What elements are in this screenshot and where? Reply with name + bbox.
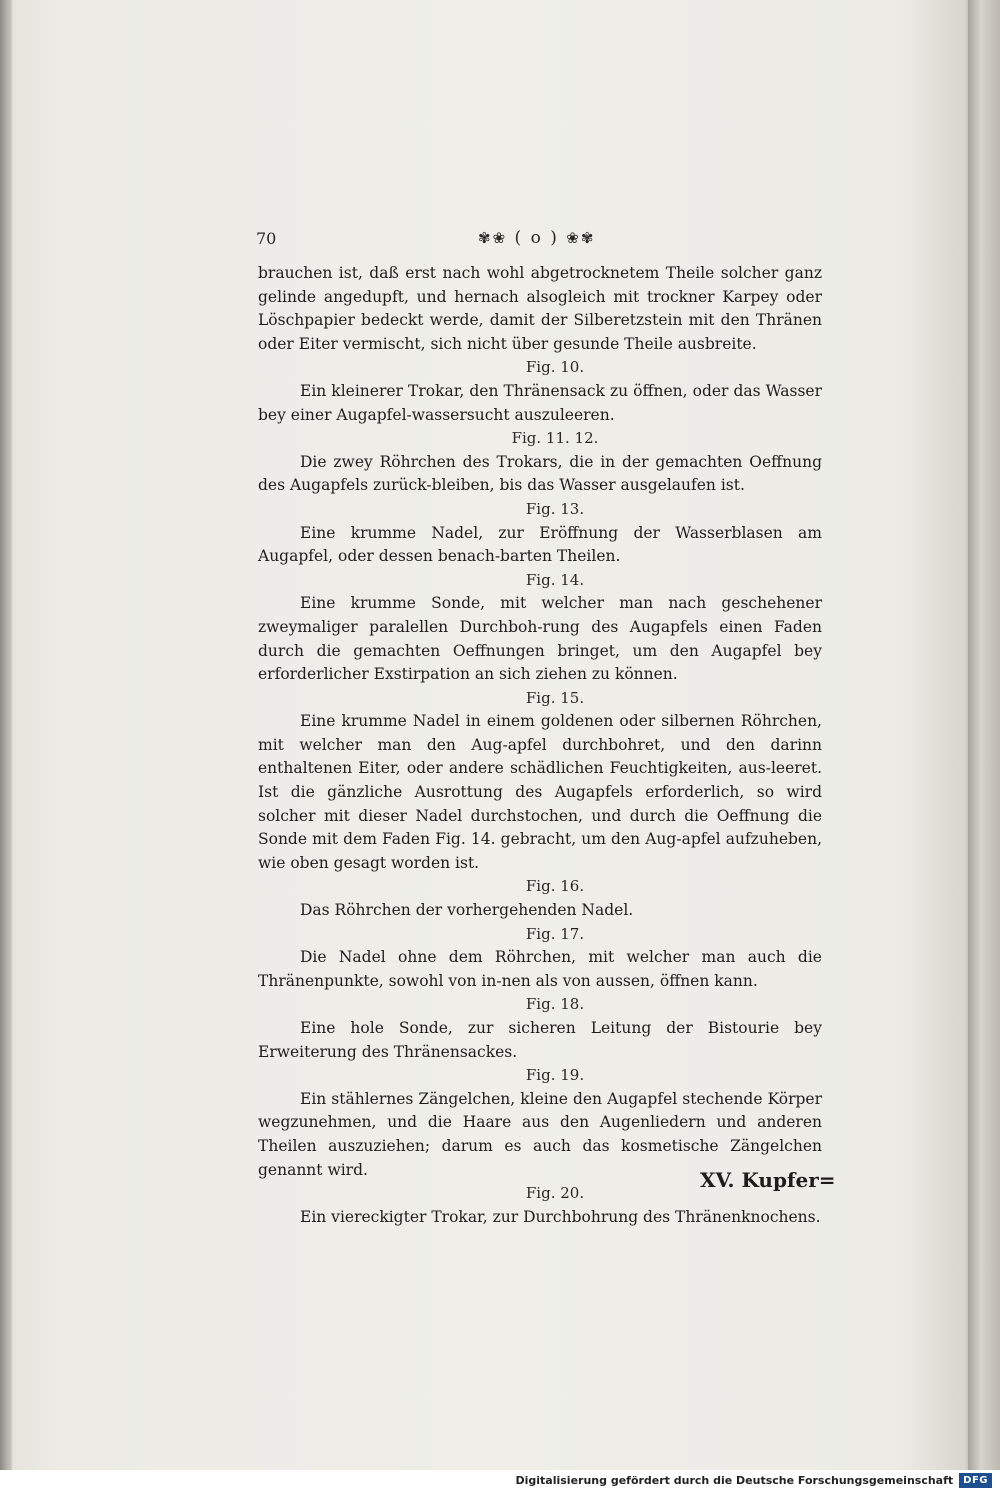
figure-text-11-12: Die zwey Röhrchen des Trokars, die in der gemachten Oeffnung des Augapfels zurück-bleiben, bis das Wasser ausgelaufen ist. — [258, 452, 822, 495]
figure-text-17: Die Nadel ohne dem Röhrchen, mit welcher man auch die Thränenpunkte, sowohl von in-nen als von aussen, öffnen kann. — [258, 948, 822, 990]
page-number: 70 — [256, 229, 277, 248]
catchword: XV. Kupfer= — [700, 1168, 836, 1192]
figure-label-14: Fig. 14. — [525, 570, 585, 589]
figure-text-18: Eine hole Sonde, zur sicheren Leitung der Bistourie bey Erweiterung des Thränensackes. — [258, 1019, 822, 1061]
ornament-left-icon: ✾❀ — [478, 229, 508, 247]
figure-text-16: Das Röhrchen der vorhergehenden Nadel. — [300, 901, 634, 920]
page-edge — [968, 0, 1000, 1470]
figure-text-20: Ein viereckigter Trokar, zur Durchbohrung des Thränenknochens. — [300, 1207, 821, 1226]
figure-text-14: Eine krumme Sonde, mit welcher man nach geschehener zweymaliger paralellen Durchboh-rung des Augapfels einen Faden durch die gemachten Oeffnungen bringet, um den Augapfel bey erforderlicher Exstirpation an sich ziehen zu können. — [258, 594, 822, 684]
figure-text-13: Eine krumme Nadel, zur Eröffnung der Wasserblasen am Augapfel, oder dessen benach-barten Theilen. — [258, 523, 822, 566]
body-text — [258, 262, 822, 1229]
figure-label-19: Fig. 19. — [525, 1066, 585, 1085]
figure-label-15: Fig. 15. — [525, 688, 585, 707]
dfg-logo-icon: DFG — [959, 1473, 992, 1488]
ornament-right-icon: ❀✾ — [566, 229, 596, 247]
figure-text-10: Ein kleinerer Trokar, den Thränensack zu öffnen, oder das Wasser bey einer Augapfel-wassersucht auszuleeren. — [258, 381, 822, 424]
header-mark: ( o ) — [514, 228, 559, 248]
figure-label-13: Fig. 13. — [525, 499, 585, 518]
figure-label-17: Fig. 17. — [525, 924, 585, 943]
figure-label-10: Fig. 10. — [525, 358, 585, 377]
binding-shadow — [0, 0, 12, 1470]
figure-text-15: Eine krumme Nadel in einem goldenen oder silbernen Röhrchen, mit welcher man den Aug-apfel durchbohret, und den darinn enthaltenen Eiter, oder andere schädlichen Feuchtigkeiten, aus-leeret. Ist die gänzliche Ausrottung des Augapfels erforderlich, so wird solcher mit dieser Nadel durchstochen, und durch die Oeffnung die Sonde mit dem Faden Fig. 14. gebracht, um den Aug-apfel aufzuheben, wie oben gesagt worden ist. — [258, 712, 822, 872]
intro-paragraph: brauchen ist, daß erst nach wohl abgetrocknetem Theile solcher ganz gelinde angedupft, und hernach alsogleich mit trockner Karpey oder Löschpapier bedeckt werde, damit der Silberetzstein mit den Thränen oder Eiter vermischt, sich nicht über gesunde Theile ausbreite. — [258, 264, 822, 353]
figure-label-16: Fig. 16. — [525, 877, 585, 896]
funding-credit: Digitalisierung gefördert durch die Deutsche Forschungsgemeinschaft — [515, 1474, 954, 1487]
figure-label-18: Fig. 18. — [525, 995, 585, 1014]
figure-text-19: Ein stählernes Zängelchen, kleine den Augapfel stechende Körper wegzunehmen, und die Haare aus den Augenliedern und anderen Theilen auszuziehen; darum es auch das kosmetische Zängelchen genannt wird. — [258, 1089, 822, 1179]
figure-label-11-12: Fig. 11. 12. — [511, 429, 599, 448]
figure-label-20: Fig. 20. — [525, 1184, 585, 1203]
header-ornament — [478, 228, 595, 248]
footer-bar — [0, 1470, 1000, 1491]
